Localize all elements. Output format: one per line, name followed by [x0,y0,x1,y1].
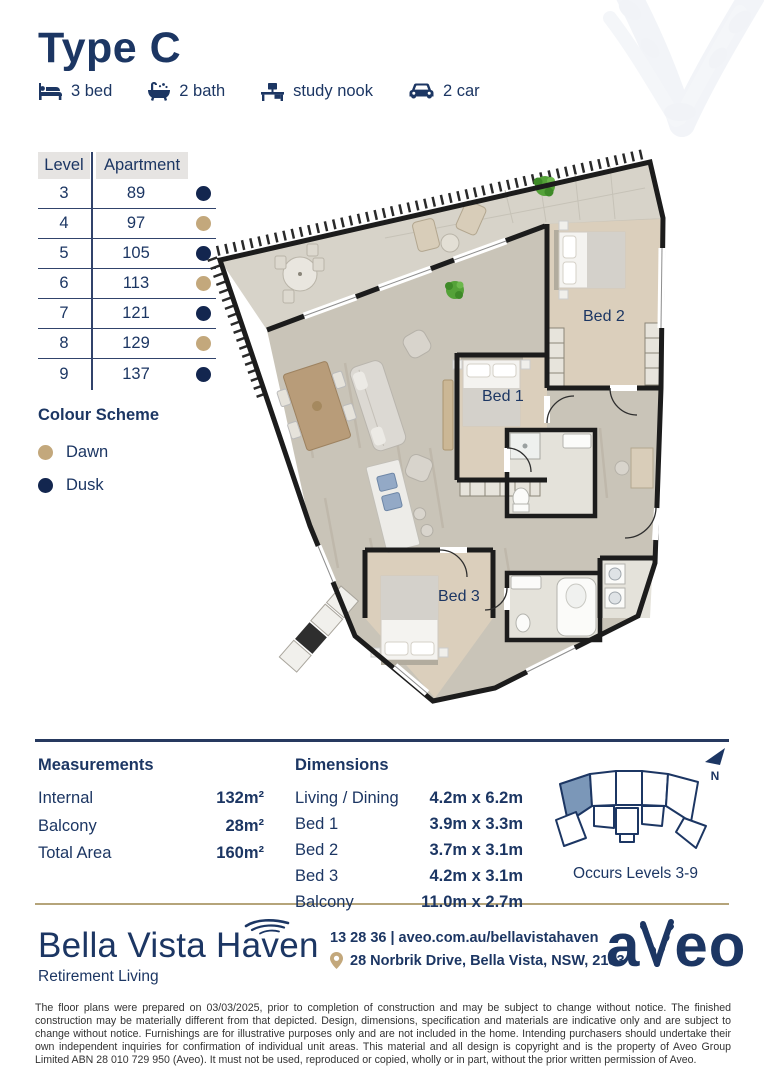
north-label: N [710,769,720,783]
desk-icon [261,83,284,101]
measurement-row: Total Area 160m² [38,844,264,862]
bath-icon [148,82,170,101]
table-header [38,152,216,179]
page-title: Type C [38,24,182,72]
room-label-bed3: Bed 3 [438,588,480,605]
measurements-title: Measurements [38,756,154,774]
bed-icon [38,83,62,100]
aveo-logo-eo: eo [674,912,747,979]
room-label-bed1: Bed 1 [482,388,524,405]
colour-scheme-legend [38,406,159,509]
legal-disclaimer: The floor plans were prepared on 03/03/2025, prior to completion of construction and may be subject to change without notice. The finished construction may be materially different from that depicted. Design, dimensions, specification and materials are indicative only and are subject to change without notice. Furnishings are for illustrative purposes only and are not included in the home. Intending purchasers should undertake their own independent inquiries for confirmation of individual unit areas. This material and all design is copyright and is the property of Aveo Group Limited ABN 28 010 729 950 (Aveo). It must not be used, reproduced or copied, wholly or in part, without the prior written permission of Aveo. [35,1002,731,1066]
table-row: 9 137 [38,359,216,389]
feature-bed-label: 3 bed [71,82,113,100]
table-column-divider [91,152,93,390]
brand-tagline: Retirement Living [38,968,159,985]
section-divider [35,739,729,742]
tv-unit [443,380,453,450]
dimension-row: Bed 3 4.2m x 3.1m [295,867,523,885]
aveo-leaf-watermark [590,0,764,142]
contact-block [330,930,625,975]
north-arrow-icon [703,748,727,766]
north-indicator [702,748,728,783]
dimension-row: Living / Dining 4.2m x 6.2m [295,789,523,807]
header-level: Level [38,152,90,179]
aveo-leaf-v-icon [639,918,675,970]
table-row: 3 89 [38,179,216,209]
aveo-logo-a: a [606,912,641,979]
feature-study [261,82,373,101]
street-address: 28 Norbrik Drive, Bella Vista, NSW, 2153 [350,952,625,969]
room-label-bed2: Bed 2 [583,308,625,325]
scheme-option-dawn: Dawn [38,443,159,462]
dimension-row: Bed 1 3.9m x 3.3m [295,815,523,833]
dawn-dot [38,445,53,460]
feature-bath-label: 2 bath [179,82,226,100]
table-row: 5 105 [38,239,216,269]
building-footprint-diagram [548,760,713,852]
feature-car-label: 2 car [442,82,480,100]
feature-bath [148,82,225,101]
header-apartment: Apartment [96,152,188,179]
phone-and-url: 13 28 36 | aveo.com.au/bellavistahaven [330,930,599,946]
measurements-section [38,756,264,872]
dimension-row: Bed 2 3.7m x 3.1m [295,841,523,859]
aveo-logo [606,912,747,979]
dimensions-section [295,756,523,919]
table-row: 8 129 [38,329,216,359]
feature-bed [38,82,112,101]
bed2-furniture [554,221,625,299]
kitchen-counter [279,586,358,672]
locator-caption: Occurs Levels 3-9 [573,865,698,882]
scheme-option-dusk: Dusk [38,476,159,495]
dimension-row: Balcony 11.0m x 2.7m [295,893,523,911]
level-apartment-table [38,152,216,389]
brand-name: Bella Vista Haven [38,926,319,965]
table-row: 4 97 [38,209,216,239]
measurement-row: Internal 132m² [38,789,264,807]
table-row: 6 113 [38,269,216,299]
feature-car [409,82,480,101]
feature-study-label: study nook [293,82,373,100]
building-locator [548,760,723,883]
colour-scheme-title: Colour Scheme [38,406,160,424]
location-pin-icon [330,952,343,969]
car-icon [409,83,434,100]
measurement-row: Balcony 28m² [38,816,264,835]
dimensions-title: Dimensions [295,756,389,774]
bed3-furniture [371,576,448,665]
dusk-dot [38,478,53,493]
brand-block [38,926,319,986]
table-row: 7 121 [38,299,216,329]
floorplan-drawing [205,148,705,740]
feature-summary [38,82,480,101]
